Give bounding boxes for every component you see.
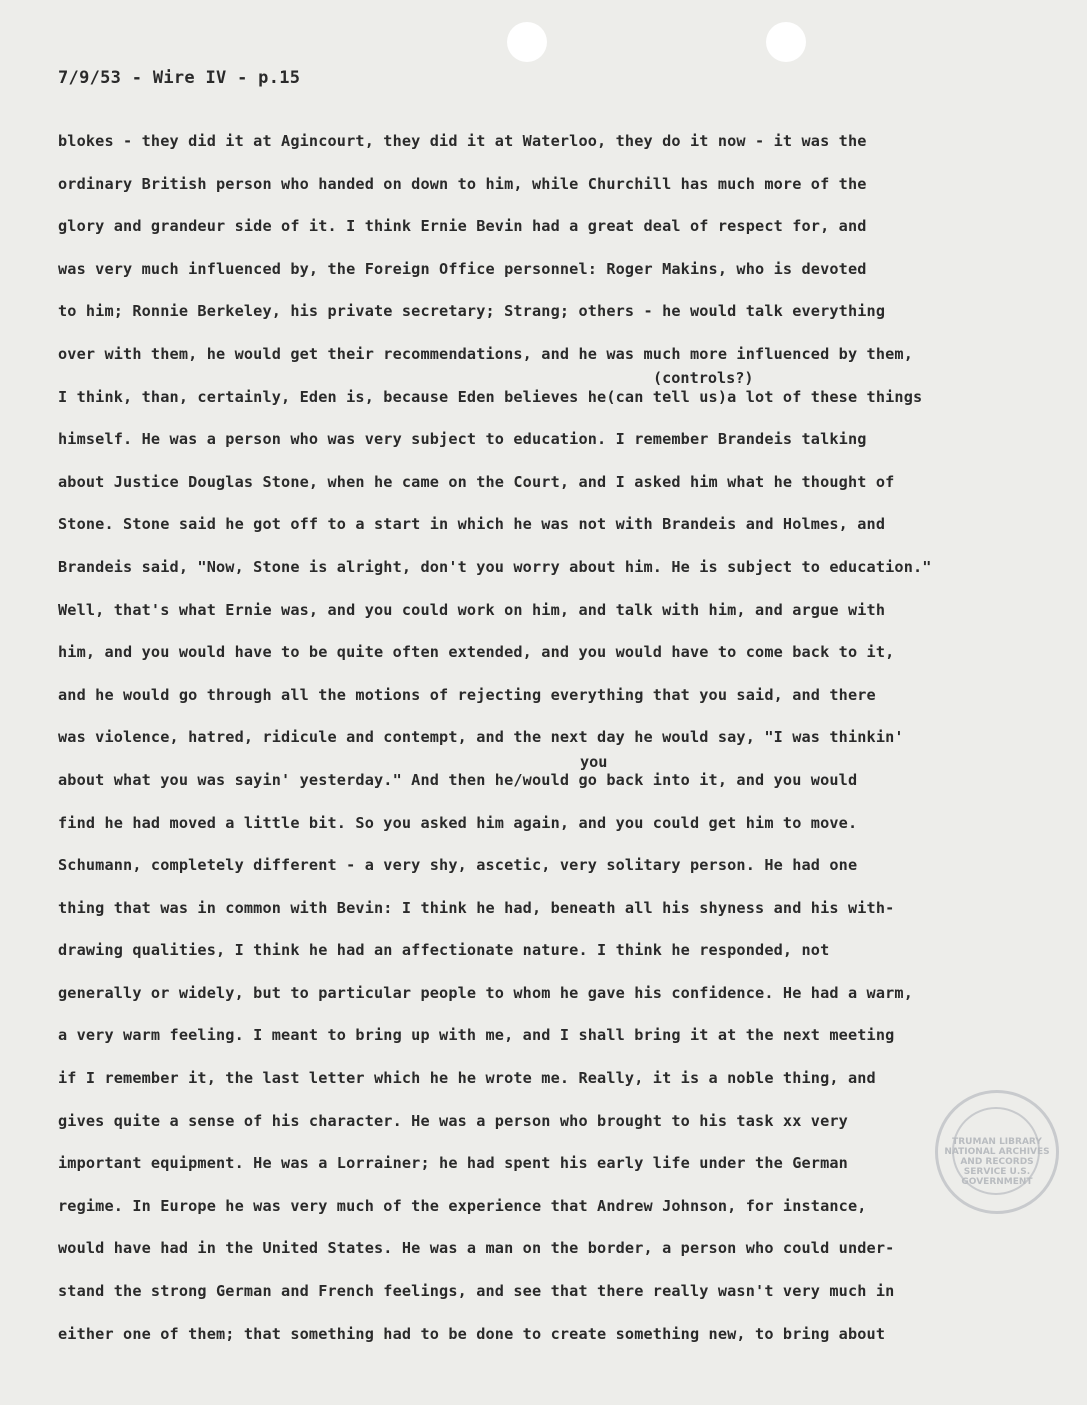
interlinear-controls: (controls?) — [653, 369, 754, 387]
punch-hole-right — [766, 22, 806, 62]
transcript-line: over with them, he would get their recommendations, and he was much more influenced by them, — [58, 344, 914, 363]
transcript-line: generally or widely, but to particular people to whom he gave his confidence. He had a warm, — [58, 983, 914, 1002]
transcript-line: and he would go through all the motions of rejecting everything that you said, and there — [58, 685, 876, 704]
transcript-line: gives quite a sense of his character. He was a person who brought to his task xx very — [58, 1111, 848, 1130]
transcript-line: important equipment. He was a Lorrainer; he had spent his early life under the German — [58, 1154, 848, 1173]
transcript-line: if I remember it, the last letter which he he wrote me. Really, it is a noble thing, and — [58, 1069, 876, 1088]
transcript-line: blokes - they did it at Agincourt, they did it at Waterloo, they do it now - it was the — [58, 132, 867, 150]
transcript-line: regime. In Europe he was very much of the experience that Andrew Johnson, for instance, — [58, 1196, 867, 1215]
transcript-line: drawing qualities, I think he had an affectionate nature. I think he responded, not — [58, 941, 830, 960]
transcript-line: about Justice Douglas Stone, when he came on the Court, and I asked him what he thought of — [58, 472, 895, 491]
transcript-line: Stone. Stone said he got off to a start in which he was not with Brandeis and Holmes, and — [58, 515, 886, 534]
transcript-line: him, and you would have to be quite often extended, and you would have to come back to it, — [58, 643, 895, 662]
transcript-line: about what you was sayin' yesterday." And then he/would go back into it, and you would — [58, 770, 858, 789]
transcript-line: thing that was in common with Bevin: I think he had, beneath all his shyness and his with- — [58, 898, 895, 917]
transcript-line: either one of them; that something had to be done to create something new, to bring about — [58, 1324, 886, 1343]
archive-stamp — [935, 1090, 1059, 1214]
transcript-line: was very much influenced by, the Foreign Office personnel: Roger Makins, who is devoted — [58, 259, 867, 278]
transcript-line: was violence, hatred, ridicule and contempt, and the next day he would say, "I was thinkin' — [58, 728, 904, 747]
transcript-line: would have had in the United States. He was a man on the border, a person who could under- — [58, 1239, 895, 1258]
transcript-line: a very warm feeling. I meant to bring up with me, and I shall bring it at the next meeting — [58, 1026, 895, 1045]
transcript-line: Schumann, completely different - a very shy, ascetic, very solitary person. He had one — [58, 856, 858, 875]
typed-transcript-body — [58, 131, 1048, 1366]
transcript-line: Well, that's what Ernie was, and you could work on him, and talk with him, and argue with — [58, 600, 886, 619]
transcript-line: I think, than, certainly, Eden is, because Eden believes he(can tell us)a lot of these things — [58, 387, 923, 406]
punch-hole-left — [507, 22, 547, 62]
interlinear-you: you — [580, 753, 608, 771]
archive-stamp-text: TRUMAN LIBRARY NATIONAL ARCHIVES AND RECORDS SERVICE U.S. GOVERNMENT — [944, 1137, 1050, 1187]
transcript-line: himself. He was a person who was very subject to education. I remember Brandeis talking — [58, 430, 867, 449]
transcript-line: to him; Ronnie Berkeley, his private secretary; Strang; others - he would talk everything — [58, 302, 886, 321]
page-header: 7/9/53 - Wire IV - p.15 — [58, 68, 301, 88]
transcript-line: Brandeis said, "Now, Stone is alright, don't you worry about him. He is subject to education." — [58, 557, 932, 576]
transcript-line: ordinary British person who handed on down to him, while Churchill has much more of the — [58, 174, 867, 193]
transcript-line: glory and grandeur side of it. I think Ernie Bevin had a great deal of respect for, and — [58, 217, 867, 236]
transcript-line: stand the strong German and French feelings, and see that there really wasn't very much in — [58, 1282, 895, 1301]
transcript-line: find he had moved a little bit. So you asked him again, and you could get him to move. — [58, 813, 858, 832]
